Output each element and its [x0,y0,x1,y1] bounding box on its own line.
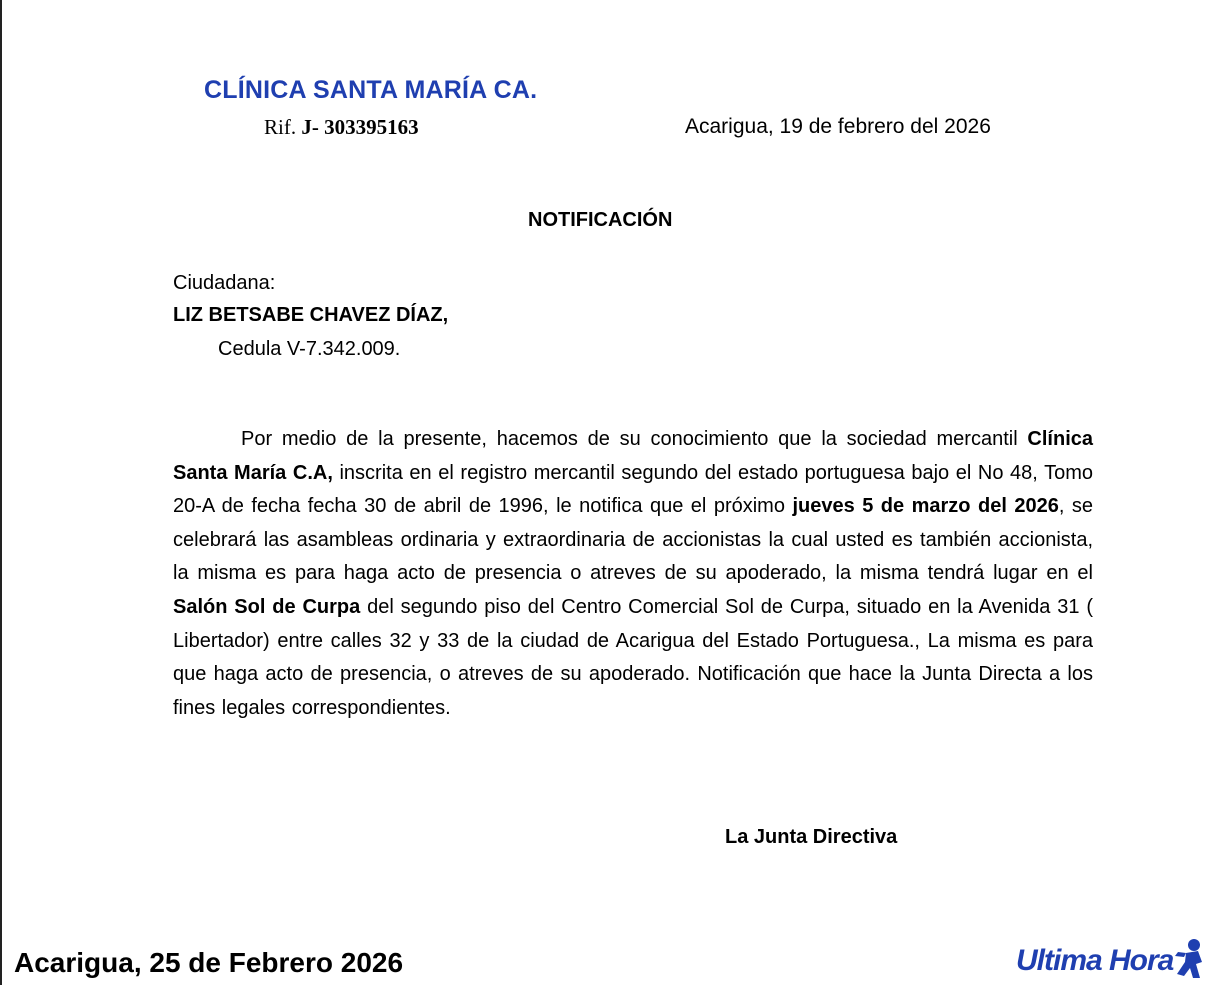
clinic-name: CLÍNICA SANTA MARÍA CA. [204,76,538,104]
meeting-venue: Salón Sol de Curpa [173,595,361,618]
signature: La Junta Directiva [725,826,898,848]
body-part-3: , se celebrará las asambleas ordinaria y extraordinaria de accionistas la cual usted es también accionista, la misma es para haga acto de presencia o atreves de su apoderado, la misma tendrá lugar en el [173,495,1093,585]
rif-line [264,115,419,140]
addressee-id: Cedula V-7.342.009. [218,338,401,360]
letter-date: Acarigua, 19 de febrero del 2026 [685,115,991,138]
rif-label: Rif. [264,115,297,139]
ultima-hora-logo [1014,938,1206,982]
body-part-1: Por medio de la presente, hacemos de su conocimiento que la sociedad mercantil [241,428,1018,450]
footer-date: Acarigua, 25 de Febrero 2026 [14,947,404,978]
rif-value: J- 303395163 [301,115,419,139]
body-part-2: inscrita en el registro mercantil segundo del estado portuguesa bajo el No 48, Tomo 20-A de fecha fecha 30 de abril de 1996, le notifica que el próximo [173,461,1093,518]
company-name: Clínica Santa María C.A, [173,428,1093,484]
body-part-4: del segundo piso del Centro Comercial Sol de Curpa, situado en la Avenida 31 ( Libertador) entre calles 32 y 33 de la ciudad de Acarigua del Estado Portuguesa., La misma es para que haga acto de presencia, o atreves de su apoderado. Notificación que hace la Junta Directa a los fines legales correspondientes. [173,595,1094,719]
addressee-salutation: Ciudadana: [173,272,276,294]
notification-body [173,423,1093,725]
page-edge-rule [0,0,2,985]
runner-icon [1172,938,1206,982]
addressee-name: LIZ BETSABE CHAVEZ DÍAZ, [173,304,449,326]
document-title: NOTIFICACIÓN [528,209,673,231]
meeting-date: jueves 5 de marzo del 2026 [792,495,1059,518]
brand-name: Ultima Hora [1016,944,1174,977]
